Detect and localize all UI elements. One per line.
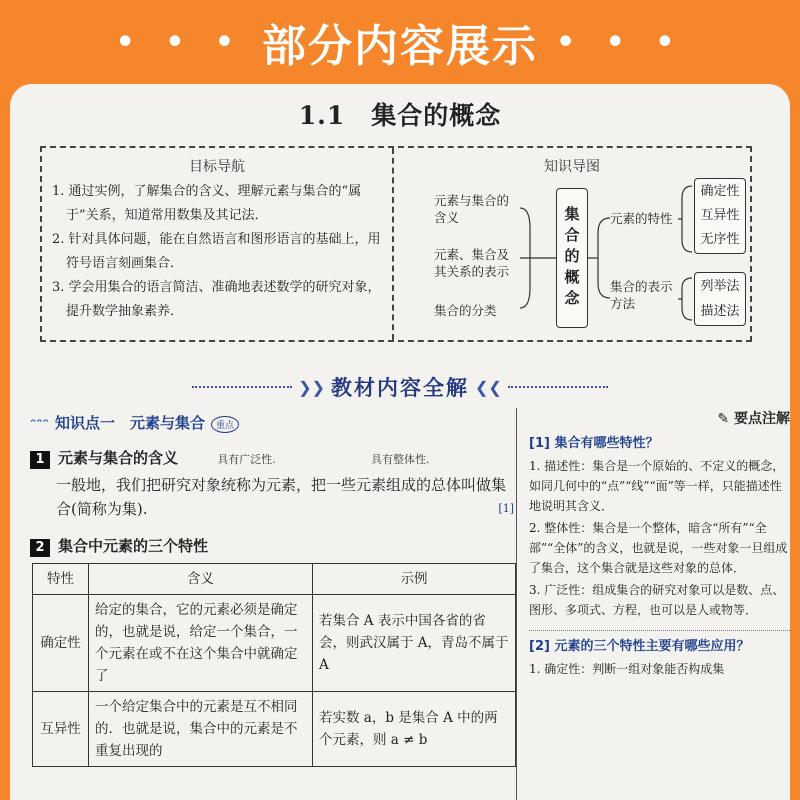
mindmap-right-2: 集合的表示方法 <box>610 279 673 311</box>
mindmap-left-1: 元素与集合的含义 <box>434 193 510 225</box>
goals-header: 目标导航 <box>189 159 245 175</box>
note-paragraph: 1. 描述性：集合是一个原始的、不定义的概念，如同几何中的“点”“线”“面”等一样，只能描述性地说明其含义． <box>529 459 785 513</box>
drops-icon: ᵔᵔᵔ <box>30 417 50 432</box>
table-header: 特性 <box>33 564 89 595</box>
ref-marker: [1] <box>498 502 514 515</box>
mindmap-left-brace <box>518 188 558 328</box>
subsection-number-icon: 2 <box>30 539 50 557</box>
table-cell-name: 互异性 <box>33 692 89 767</box>
mindmap-left-3: 集合的分类 <box>434 303 497 318</box>
goal-item: 1. 通过实例，了解集合的含义、理解元素与集合的“属于”关系，知道常用数集及其记法． <box>52 184 362 223</box>
annotation-whole: 具有整体性. <box>370 453 430 466</box>
methods-box <box>694 272 746 326</box>
header-banner <box>0 0 800 84</box>
table-header: 示例 <box>313 564 516 595</box>
mindmap-center <box>556 188 588 328</box>
mindmap-sub-braces <box>678 182 694 332</box>
note-paragraph: 2. 整体性：集合是一个整体，暗含“所有”“全部”“全体”的含义，也就是说，一些对象一旦组成了集合，这个集合就是这些对象的总体． <box>529 521 788 575</box>
content-banner <box>10 372 790 402</box>
banner-dots-right: • • • <box>556 24 685 60</box>
table-cell-example: 若实数 a，b 是集合 A 中的两个元素，则 a ≠ b <box>313 692 516 767</box>
property-item: 无序性 <box>700 232 740 247</box>
table-header: 含义 <box>89 564 313 595</box>
goal-item: 3. 学会用集合的语言简洁、准确地表述数学的研究对象，提升数学抽象素养． <box>52 280 381 319</box>
content-banner-title: 教材内容全解 <box>331 376 469 400</box>
key-badge: 重点 <box>211 416 239 433</box>
note-paragraph: 3. 广泛性：组成集合的研究对象可以是数、点、图形、多项式、方程，也可以是人或物等． <box>529 583 785 617</box>
property-item: 互异性 <box>700 208 740 223</box>
section-name: 集合的概念 <box>371 101 502 130</box>
banner-title: 部分内容展示 <box>262 21 538 72</box>
properties-box <box>694 178 746 254</box>
deco-chevron-right-icon: ❮❮ <box>475 377 502 397</box>
overview-box <box>40 146 752 342</box>
table-cell-meaning: 给定的集合，它的元素必须是确定的，也就是说，给定一个集合，一个元素在或不在这个集合中就确定了 <box>89 595 313 692</box>
note-question-2: [2] 元素的三个特性主要有哪些应用？ <box>529 639 750 654</box>
method-item: 列举法 <box>700 279 740 294</box>
section-title <box>10 96 790 132</box>
subsection-2 <box>30 535 514 557</box>
knowledge-point-label: 知识点一 元素与集合 <box>55 414 206 432</box>
properties-table <box>32 563 516 767</box>
note-question-1: [1] 集合有哪些特性？ <box>529 436 659 451</box>
method-item: 描述法 <box>700 304 740 319</box>
notes-divider <box>529 630 790 631</box>
notes-header <box>529 408 790 428</box>
deco-chevron-left-icon: ❯❯ <box>298 377 325 397</box>
deco-line-left <box>192 386 292 388</box>
table-row <box>33 692 516 767</box>
subsection-2-title: 集合中元素的三个特性 <box>58 537 209 555</box>
notes-column <box>516 408 790 800</box>
table-cell-name: 确定性 <box>33 595 89 692</box>
table-row <box>33 595 516 692</box>
goals-list <box>52 180 386 324</box>
mindmap-center-label: 集合的概念 <box>562 205 581 311</box>
overview-divider <box>392 148 394 340</box>
definition-text <box>30 473 514 521</box>
table-cell-example: 若集合 A 表示中国各省的省会，则武汉属于 A，青岛不属于 A <box>313 595 516 692</box>
banner-dots-left: • • • <box>115 24 244 60</box>
mindmap-right-1: 元素的特性 <box>610 211 673 226</box>
definition-body: 一般地，我们把研究对象统称为元素，把一些元素组成的总体叫做集合(简称为集). <box>56 476 507 518</box>
deco-line-right <box>508 386 608 388</box>
main-column <box>30 408 514 767</box>
goal-item: 2. 针对具体问题，能在自然语言和图形语言的基础上，用符号语言刻画集合． <box>52 232 381 271</box>
subsection-number-icon: 1 <box>30 451 50 469</box>
mindmap-header: 知识导图 <box>544 159 600 175</box>
property-item: 确定性 <box>700 184 740 199</box>
mindmap-left-2: 元素、集合及其关系的表示 <box>434 247 510 279</box>
subsection-1-title: 元素与集合的含义 <box>58 449 179 467</box>
annotation-breadth: 具有广泛性. <box>217 453 276 466</box>
table-cell-meaning: 一个给定集合中的元素是互不相同的．也就是说，集合中的元素是不重复出现的 <box>89 692 313 767</box>
section-number: 1.1 <box>298 101 346 130</box>
knowledge-point-heading <box>30 412 514 433</box>
note-paragraph: 1. 确定性：判断一组对象能否构成集 <box>529 662 725 676</box>
book-page <box>10 84 790 800</box>
notes-header-label: 要点注解 <box>734 411 790 427</box>
pen-icon: ✎ <box>717 411 730 427</box>
table-header-row <box>33 564 516 595</box>
mindmap-right-brace <box>588 188 612 328</box>
subsection-1 <box>30 447 514 469</box>
